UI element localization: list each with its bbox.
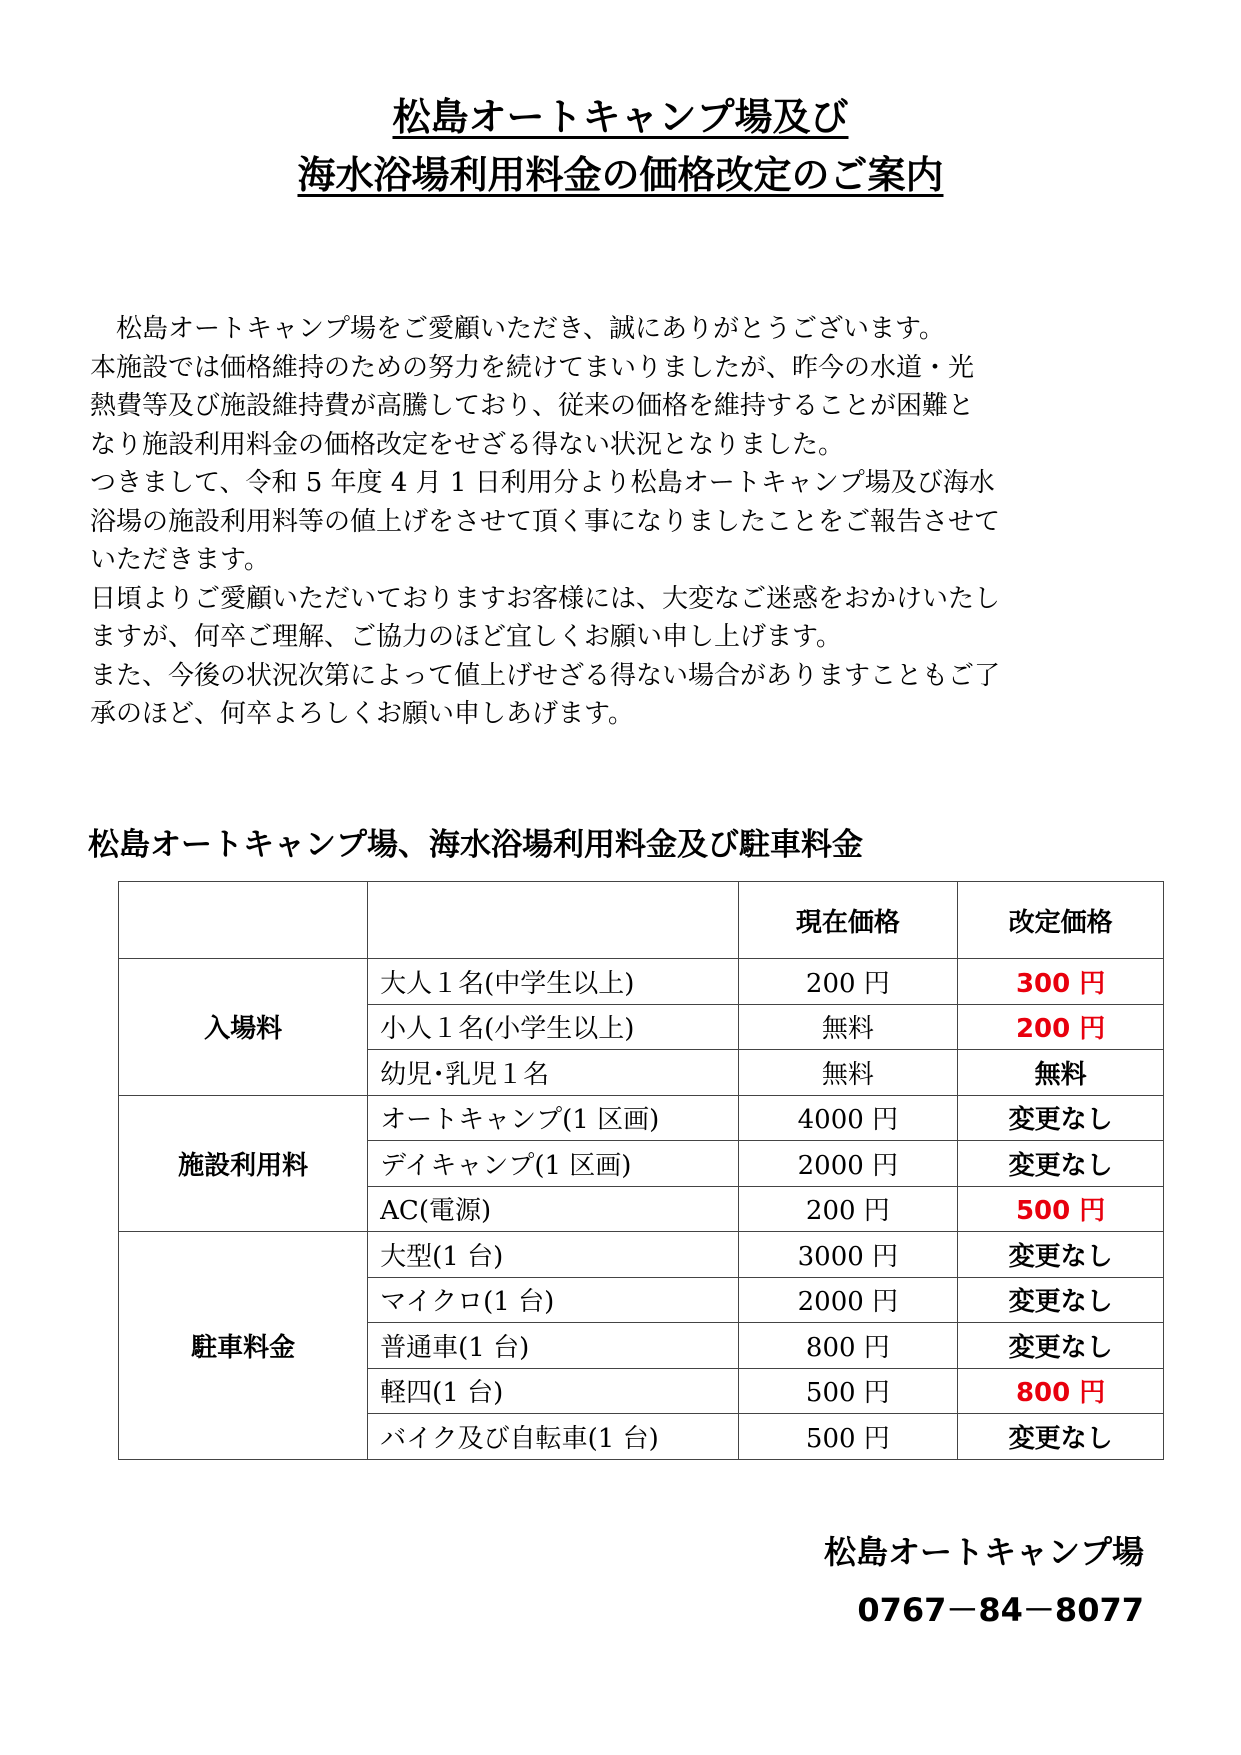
- body-line: 松島オートキャンプ場をご愛顧いただき、誠にありがとうございます。: [90, 314, 945, 344]
- new-price: 変更なし: [958, 1232, 1164, 1278]
- current-price: 3000 円: [738, 1232, 958, 1278]
- body-line: また、今後の状況次第によって値上げせざる得ない場合がありますこともご了: [90, 660, 1001, 691]
- new-price: 500 円: [958, 1186, 1164, 1232]
- body-line: 承のほど、何卒よろしくお願い申しあげます。: [90, 699, 634, 729]
- new-price: 800 円: [958, 1368, 1164, 1414]
- section-title: 松島オートキャンプ場、海水浴場利用料金及び駐車料金: [88, 827, 863, 863]
- item-label: AC(電源): [368, 1186, 738, 1232]
- header-item: [368, 882, 738, 959]
- facility-name: 松島オートキャンプ場: [823, 1533, 1144, 1571]
- new-price: 変更なし: [958, 1323, 1164, 1369]
- phone-number: 0767－84－8077: [857, 1591, 1144, 1629]
- item-label: 大人１名(中学生以上): [368, 959, 738, 1005]
- current-price: 200 円: [738, 1186, 958, 1232]
- item-label: 小人１名(小学生以上): [368, 1004, 738, 1050]
- title-line-2: 海水浴場利用料金の価格改定のご案内: [297, 153, 944, 197]
- item-label: オートキャンプ(1 区画): [368, 1095, 738, 1141]
- current-price: 無料: [738, 1004, 958, 1050]
- body-line: 熱費等及び施設維持費が高騰しており、従来の価格を維持することが困難と: [90, 391, 975, 421]
- category-admission: 入場料: [119, 959, 368, 1096]
- header-current-price: 現在価格: [738, 882, 958, 959]
- new-price: 200 円: [958, 1004, 1164, 1050]
- body-line: つきまして、令和 5 年度 4 月 1 日利用分より松島オートキャンプ場及び海水: [90, 468, 995, 498]
- table-row: [119, 1232, 1164, 1278]
- new-price: 300 円: [958, 959, 1164, 1005]
- new-price: 変更なし: [958, 1277, 1164, 1323]
- new-price: 変更なし: [958, 1095, 1164, 1141]
- current-price: 500 円: [738, 1368, 958, 1414]
- body-line: 浴場の施設利用料等の値上げをさせて頂く事になりましたことをご報告させて: [90, 506, 1001, 537]
- new-price: 変更なし: [958, 1141, 1164, 1187]
- item-label: 普通車(1 台): [368, 1323, 738, 1369]
- item-label: バイク及び自転車(1 台): [368, 1414, 738, 1460]
- current-price: 2000 円: [738, 1141, 958, 1187]
- fee-table: [118, 881, 1164, 1460]
- table-row: [119, 1095, 1164, 1141]
- header-category: [119, 882, 368, 959]
- current-price: 200 円: [738, 959, 958, 1005]
- footer-contact: [824, 1523, 1144, 1639]
- item-label: 幼児･乳児１名: [368, 1050, 738, 1096]
- item-label: 軽四(1 台): [368, 1368, 738, 1414]
- table-header-row: [119, 882, 1164, 959]
- current-price: 800 円: [738, 1323, 958, 1369]
- item-label: デイキャンプ(1 区画): [368, 1141, 738, 1187]
- current-price: 4000 円: [738, 1095, 958, 1141]
- current-price: 500 円: [738, 1414, 958, 1460]
- body-line: いただきます。: [90, 545, 270, 575]
- item-label: 大型(1 台): [368, 1232, 738, 1278]
- category-parking: 駐車料金: [119, 1232, 368, 1460]
- body-line: なり施設利用料金の価格改定をせざる得ない状況となりました。: [90, 429, 845, 460]
- body-line: 日頃よりご愛顧いただいておりますお客様には、大変なご迷惑をおかけいたし: [90, 583, 1001, 614]
- new-price: 無料: [958, 1050, 1164, 1096]
- body-line: ますが、何卒ご理解、ご協力のほど宜しくお願い申し上げます。: [90, 622, 842, 652]
- current-price: 無料: [738, 1050, 958, 1096]
- current-price: 2000 円: [738, 1277, 958, 1323]
- body-line: 本施設では価格維持のための努力を続けてまいりましたが、昨今の水道・光: [90, 352, 975, 383]
- notice-body: [90, 310, 1150, 734]
- category-facility: 施設利用料: [119, 1095, 368, 1232]
- new-price: 変更なし: [958, 1414, 1164, 1460]
- header-new-price: 改定価格: [958, 882, 1164, 959]
- table-row: [119, 959, 1164, 1005]
- title-line-1: 松島オートキャンプ場及び: [392, 95, 849, 139]
- item-label: マイクロ(1 台): [368, 1277, 738, 1323]
